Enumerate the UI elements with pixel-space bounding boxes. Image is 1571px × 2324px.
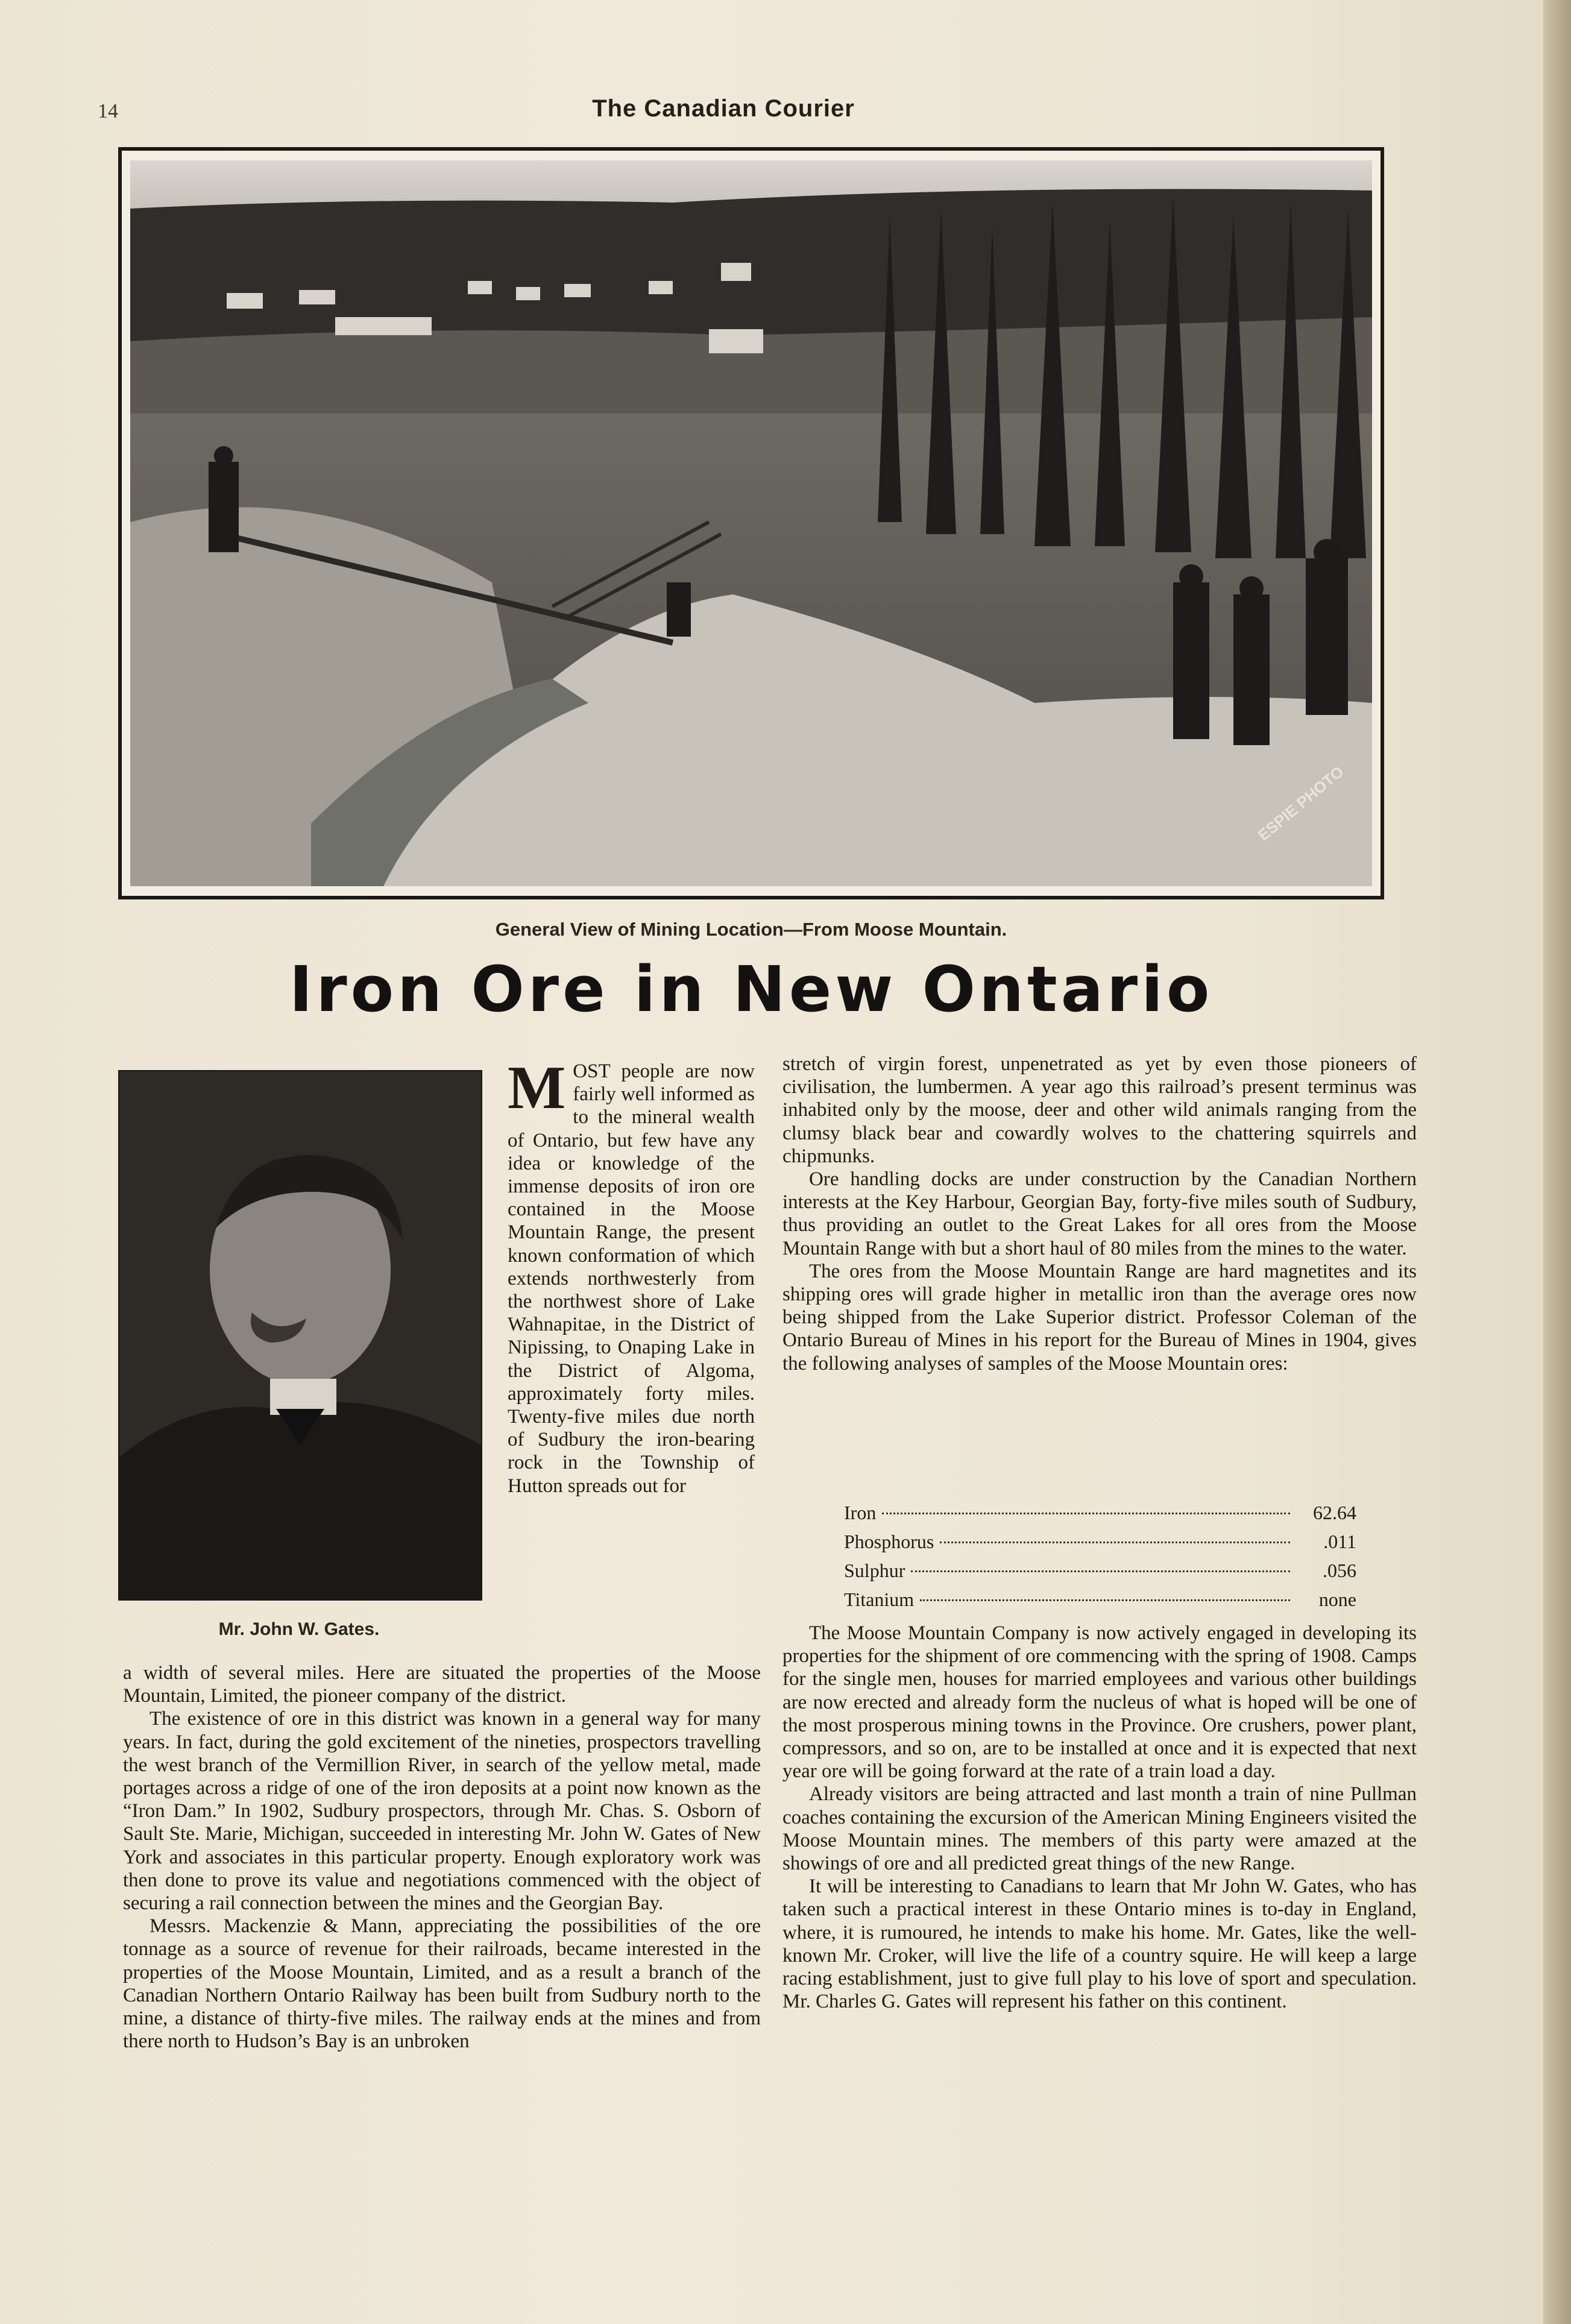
element-value: .056 <box>1323 1560 1356 1581</box>
photographer-mark: ESPIE PHOTO <box>1254 762 1347 845</box>
page-binding <box>1543 0 1571 2324</box>
paragraph: Ore handling docks are under construction by the Canadian Northern interests at the Key Harbour, Georgian Bay, forty-five miles south of Sudbury, thus providing an outlet to the Great Lakes for all ores from the Moose Mountain Range with but a short haul of 80 miles from the mines to the water. <box>782 1168 1417 1259</box>
paragraph: It will be interesting to Canadians to learn that Mr John W. Gates, who has taken such a practical interest in these Ontario mines is to-day in England, where, it is rumoured, he intends to make his home. Mr. Gates, like the well-known Mr. Croker, will live the life of a country squire. He will keep a large racing establishment, just to give full play to his love of sport and speculation. Mr. Charles G. Gates will represent his father on this continent. <box>782 1875 1417 2013</box>
analysis-row <box>844 1527 1356 1556</box>
page-number: 14 <box>98 100 118 122</box>
paragraph: Already visitors are being attracted and last month a train of nine Pullman coaches containing the excursion of the American Mining Engineers visited the Moose Mountain mines. The members of this party were amazed at the showings of ore and all predicted great things of the new Range. <box>782 1783 1417 1875</box>
article-left-column <box>123 1661 761 2053</box>
running-head: The Canadian Courier <box>592 95 855 122</box>
element-value: 62.64 <box>1313 1502 1356 1523</box>
ore-analysis-table <box>844 1498 1356 1614</box>
drop-cap: M <box>508 1054 566 1122</box>
mining-location-photo <box>130 160 1372 886</box>
article-right-column-bottom <box>782 1622 1417 2013</box>
paragraph: The ores from the Moose Mountain Range are hard magnetites and its shipping ores will grade higher in metallic iron than the average ores now being shipped from the Lake Superior district. Professor Coleman of the Ontario Bureau of Mines in his report for the Bureau of Mines in 1904, gives the following analyses of samples of the Moose Mountain ores: <box>782 1260 1417 1375</box>
paragraph: a width of several miles. Here are situated the properties of the Moose Mountain, Limited, the pioneer company of the district. <box>123 1662 761 1707</box>
element-name: Phosphorus <box>844 1531 934 1552</box>
analysis-row <box>844 1585 1356 1614</box>
intro-text: OST people are now fairly well informed as to the mineral wealth of Ontario, but few have any idea or knowledge of the immense deposits of iron ore contained in the Moose Mountain Range, the present known conformation of which extends northwesterly from the northwest shore of Lake Wahnapitae, in the District of Nipissing, to Onaping Lake in the District of Algoma, approximately forty miles. Twenty-five miles due north of Sudbury the iron-bearing rock in the Township of Hutton spreads out for <box>508 1060 755 1497</box>
portrait-image <box>119 1071 481 1599</box>
element-value: .011 <box>1323 1531 1356 1552</box>
analysis-row <box>844 1498 1356 1527</box>
paragraph: The Moose Mountain Company is now actively engaged in developing its properties for the shipment of ore commencing with the spring of 1908. Camps for the single men, houses for married employees and various other buildings are now erected and already form the nucleus of what is hoped will be one of the most prosperous mining towns in the Province. Ore crushers, power plant, compressors, and so on, are to be installed at once and it is expected that next year ore will be going forward at the rate of a train load a day. <box>782 1622 1417 1783</box>
article-right-column-top <box>782 1053 1417 1375</box>
article-headline: Iron Ore in New Ontario <box>289 953 1214 1026</box>
paragraph: Messrs. Mackenzie & Mann, appreciating the possibilities of the ore tonnage as a source of revenue for their railroads, became interested in the properties of the Moose Mountain, Limited, and as a result a branch of the Canadian Northern Ontario Railway has been built from Sudbury north to the mine, a distance of thirty-five miles. The railway ends at the mines and from there north to Hudson’s Bay is an unbroken <box>123 1915 761 2053</box>
landscape-photo-frame <box>118 147 1384 899</box>
portrait-photo <box>118 1070 482 1601</box>
mining-landscape-image <box>130 160 1372 886</box>
paragraph: The existence of ore in this district was known in a general way for many years. In fact, during the gold excitement of the nineties, prospectors travelling the west branch of the Vermillion River, in search of the yellow metal, made portages across a ridge of one of the iron deposits at a point now known as the “Iron Dam.” In 1902, Sudbury prospectors, through Mr. Chas. S. Osborn of Sault Ste. Marie, Michigan, succeeded in interesting Mr. John W. Gates of New York and associates in this particular property. Enough exploratory work was then done to prove its value and negotiations commenced with the object of securing a rail connection between the mines and the Georgian Bay. <box>123 1708 761 1915</box>
element-name: Titanium <box>844 1589 915 1610</box>
portrait-caption: Mr. John W. Gates. <box>218 1619 380 1639</box>
analysis-row <box>844 1556 1356 1585</box>
element-name: Sulphur <box>844 1560 905 1581</box>
element-name: Iron <box>844 1502 877 1523</box>
paragraph: stretch of virgin forest, unpenetrated as yet by even those pioneers of civilisation, the lumbermen. A year ago this railroad’s present terminus was inhabited only by the moose, deer and other wild animals ranging from the clumsy black bear and cowardly wolves to the chattering squirrels and chipmunks. <box>782 1053 1417 1167</box>
element-value: none <box>1318 1589 1356 1610</box>
article-intro <box>508 1054 755 1497</box>
photo-caption: General View of Mining Location—From Moose Mountain. <box>495 919 1007 940</box>
